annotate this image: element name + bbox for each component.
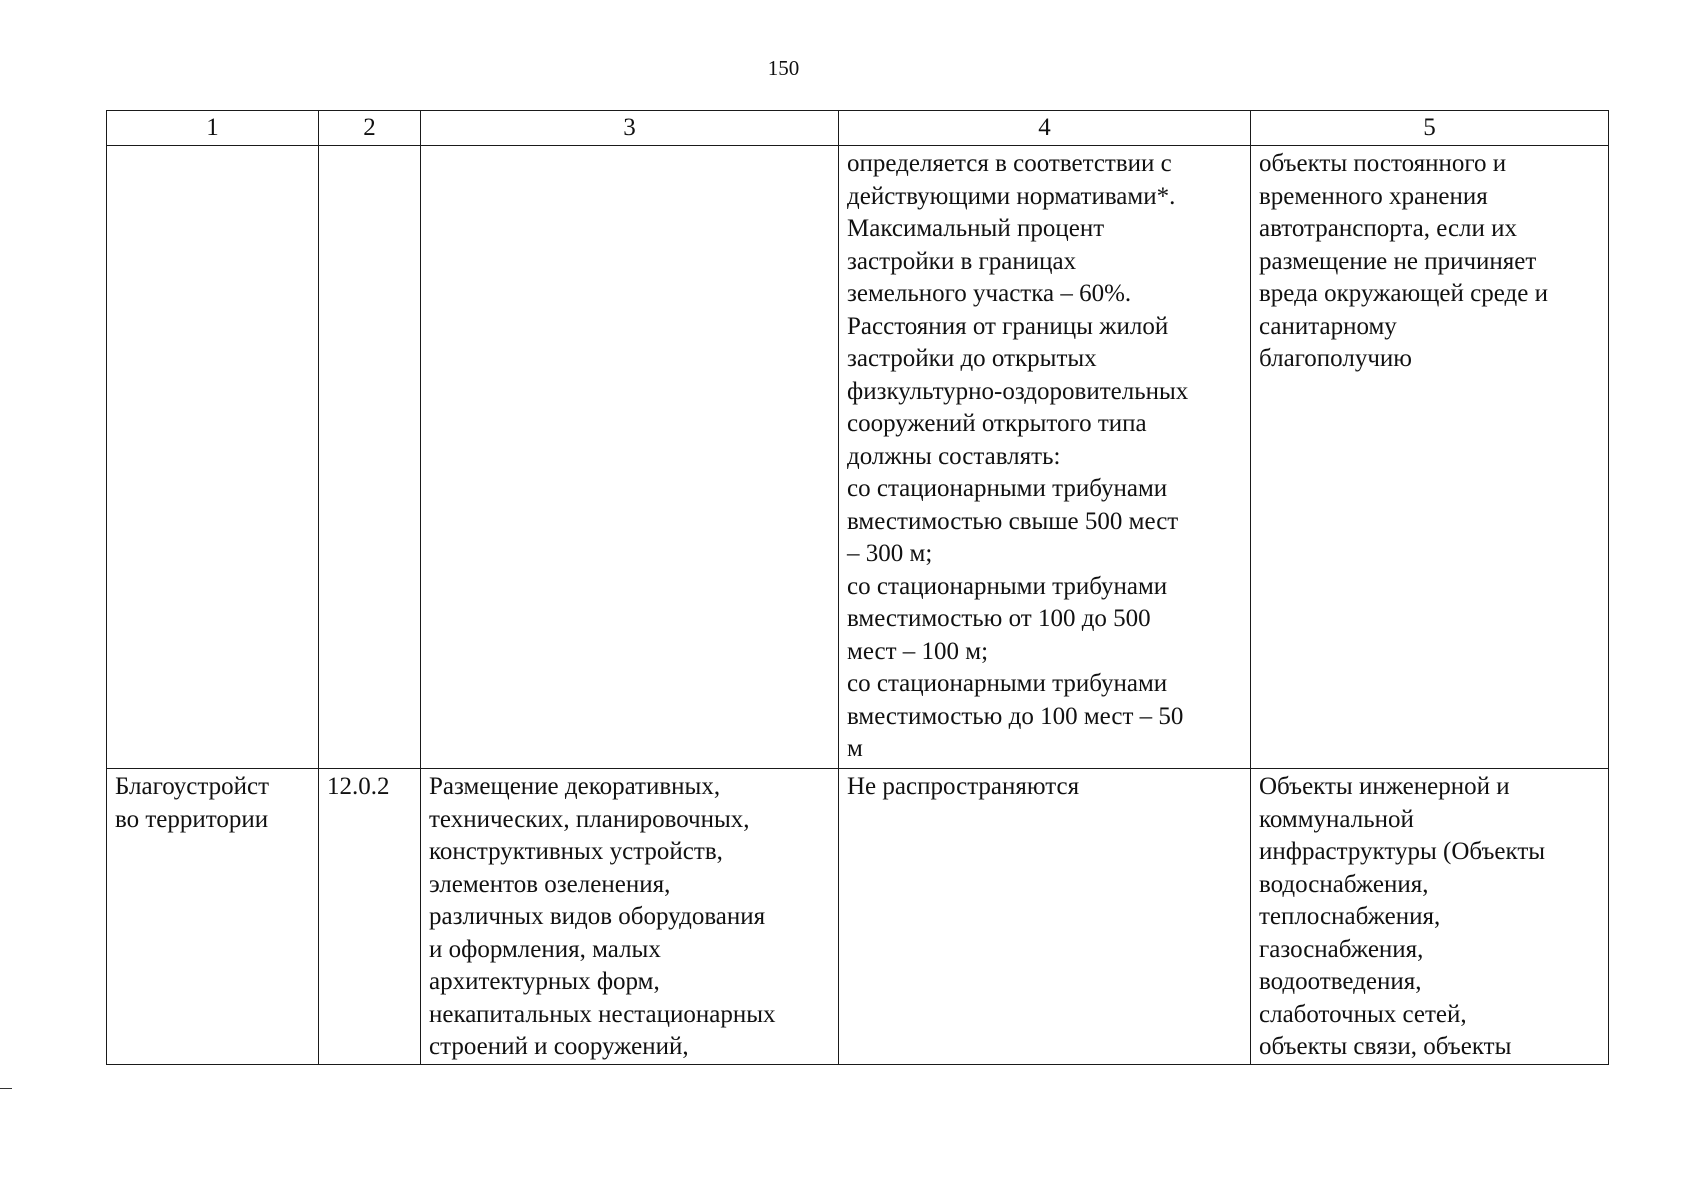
description-cell: Размещение декоративных, технических, планировочных, конструктивных устройств, элементов озеленения, различных видов оборудования и оформления, малых архитектурных форм, некапитальных нестационарных строений и сооружений, bbox=[421, 769, 839, 1065]
margin-mark bbox=[0, 1088, 12, 1089]
land-use-type-cell: Благоустройст во территории bbox=[107, 769, 319, 1065]
page-number bbox=[0, 56, 1697, 81]
page-number-text: 150 bbox=[767, 56, 800, 80]
column-header-2: 2 bbox=[319, 111, 421, 146]
table-row bbox=[107, 769, 1609, 1065]
description-cell bbox=[421, 146, 839, 769]
code-cell bbox=[319, 146, 421, 769]
allowed-objects-cell: объекты постоянного и временного хранения автотранспорта, если их размещение не причиняет вреда окружающей среде и санитарному благополучию bbox=[1251, 146, 1609, 769]
column-header-1: 1 bbox=[107, 111, 319, 146]
parameters-cell: Не распространяются bbox=[839, 769, 1251, 1065]
allowed-objects-cell: Объекты инженерной и коммунальной инфраструктуры (Объекты водоснабжения, теплоснабжения, газоснабжения, водоотведения, слаботочных сетей, объекты связи, объекты bbox=[1251, 769, 1609, 1065]
column-header-4: 4 bbox=[839, 111, 1251, 146]
parameters-cell: определяется в соответствии с действующими нормативами*. Максимальный процент застройки в границах земельного участка – 60%. Расстояния от границы жилой застройки до открытых физкультурно-оздоровительных сооружений открытого типа должны составлять: со стационарными трибунами вместимостью свыше 500 мест – 300 м; со стационарными трибунами вместимостью от 100 до 500 мест – 100 м; со стационарными трибунами вместимостью до 100 мест – 50 м bbox=[839, 146, 1251, 769]
table-header-row bbox=[107, 111, 1609, 146]
regulations-table bbox=[106, 110, 1609, 1065]
column-header-5: 5 bbox=[1251, 111, 1609, 146]
column-header-3: 3 bbox=[421, 111, 839, 146]
code-cell: 12.0.2 bbox=[319, 769, 421, 1065]
land-use-type-cell bbox=[107, 146, 319, 769]
table-row bbox=[107, 146, 1609, 769]
